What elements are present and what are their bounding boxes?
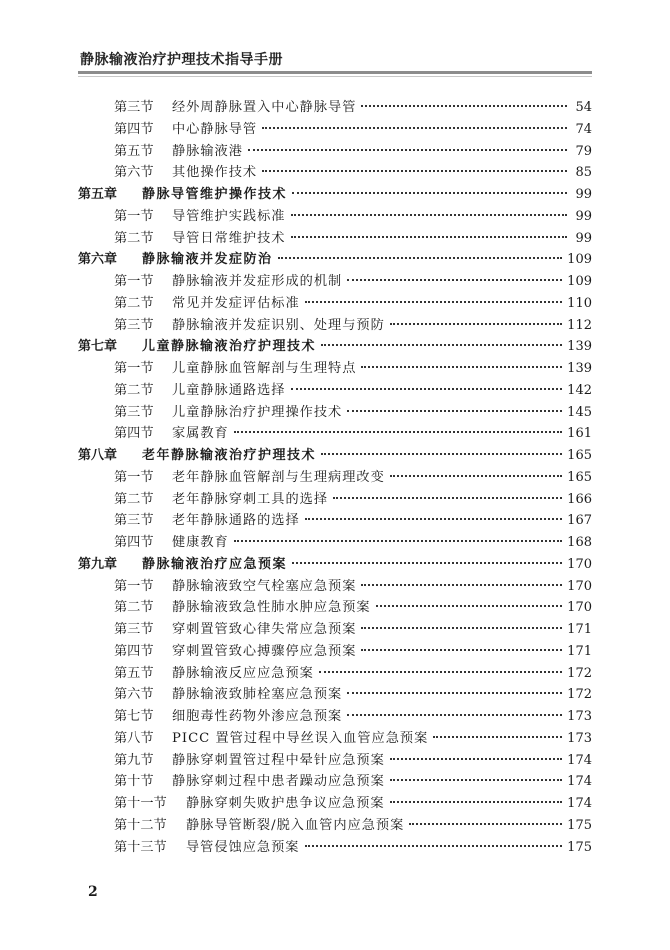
toc-chapter-entry[interactable]	[78, 336, 592, 358]
toc-section-entry[interactable]	[78, 641, 592, 663]
entry-title: 导管侵蚀应急预案	[186, 839, 300, 855]
entry-number: 第二节	[114, 491, 154, 507]
entry-number: 第三节	[114, 317, 154, 333]
header-rule	[78, 71, 592, 74]
entry-number: 第二节	[114, 382, 154, 398]
entry-title: 老年静脉通路的选择	[172, 513, 300, 529]
entry-number: 第四节	[114, 121, 154, 137]
entry-number: 第四节	[114, 643, 154, 659]
entry-title: 儿童静脉通路选择	[172, 382, 286, 398]
entry-number: 第十一节	[114, 796, 167, 811]
dot-leader	[390, 758, 562, 760]
entry-number: 第一节	[114, 274, 154, 289]
entry-title: 导管维护实践标准	[172, 208, 286, 224]
dot-leader	[361, 584, 562, 586]
dot-leader	[234, 540, 562, 542]
entry-number: 第七章	[78, 339, 118, 355]
entry-number: 第七节	[114, 709, 154, 724]
entry-page-number: 170	[567, 600, 592, 616]
entry-number: 第九章	[78, 556, 118, 572]
entry-page-number: 171	[567, 622, 592, 637]
entry-page-number: 110	[567, 295, 592, 311]
toc-section-entry[interactable]	[78, 228, 592, 250]
toc-section-entry[interactable]	[78, 510, 592, 532]
dot-leader	[409, 823, 562, 825]
entry-title: 静脉穿刺置管过程中晕针应急预案	[172, 752, 385, 768]
entry-page-number: 109	[567, 252, 592, 268]
dot-leader	[390, 475, 562, 477]
toc-section-entry[interactable]	[78, 467, 592, 489]
entry-number: 第二节	[114, 230, 154, 246]
entry-number: 第二节	[114, 295, 154, 311]
dot-leader	[291, 214, 568, 216]
entry-title: 静脉输液致肺栓塞应急预案	[172, 687, 343, 703]
entry-title: 健康教育	[172, 535, 229, 550]
entry-page-number: 139	[567, 339, 592, 355]
entry-page-number: 79	[575, 143, 592, 159]
entry-title: 细胞毒性药物外渗应急预案	[172, 709, 343, 724]
dot-leader	[390, 801, 563, 803]
dot-leader	[319, 671, 562, 673]
entry-page-number: 173	[567, 709, 592, 724]
running-header: 静脉输液治疗护理技术指导手册	[80, 52, 283, 68]
toc-section-entry[interactable]	[78, 206, 592, 228]
toc-section-entry[interactable]	[78, 423, 592, 445]
entry-title: 静脉输液并发症形成的机制	[172, 274, 343, 289]
entry-page-number: 112	[567, 317, 592, 333]
dot-leader	[278, 257, 563, 259]
entry-page-number: 174	[567, 774, 592, 790]
entry-title: 静脉输液治疗应急预案	[142, 556, 288, 572]
entry-page-number: 174	[567, 796, 592, 811]
dot-leader	[361, 366, 562, 368]
toc-section-entry[interactable]	[78, 771, 592, 793]
entry-page-number: 54	[575, 100, 592, 115]
toc-section-entry[interactable]	[78, 271, 592, 293]
entry-title: 老年静脉穿刺工具的选择	[172, 491, 329, 507]
entry-page-number: 109	[567, 274, 592, 289]
entry-page-number: 166	[567, 491, 592, 507]
entry-title: 静脉输液致急性肺水肿应急预案	[172, 600, 371, 616]
entry-number: 第一节	[114, 578, 154, 594]
toc-section-entry[interactable]	[78, 162, 592, 184]
dot-leader	[376, 605, 563, 607]
entry-title: 静脉穿刺过程中患者躁动应急预案	[172, 774, 385, 790]
entry-number: 第一节	[114, 361, 154, 376]
dot-leader	[305, 301, 562, 303]
entry-title: 经外周静脉置入中心静脉导管	[172, 100, 357, 115]
entry-title: 儿童静脉输液治疗护理技术	[142, 339, 317, 355]
entry-page-number: 170	[567, 578, 592, 594]
entry-number: 第六章	[78, 252, 118, 268]
table-of-contents	[78, 97, 592, 858]
toc-section-entry[interactable]	[78, 380, 592, 402]
entry-number: 第八节	[114, 730, 154, 746]
toc-section-entry[interactable]	[78, 119, 592, 141]
entry-page-number: 145	[567, 404, 592, 420]
header-rule-thin	[78, 76, 592, 77]
entry-title: 家属教育	[172, 426, 229, 442]
entry-title: 儿童静脉治疗护理操作技术	[172, 404, 343, 420]
entry-title: 儿童静脉血管解剖与生理特点	[172, 361, 357, 376]
toc-section-entry[interactable]	[78, 750, 592, 772]
entry-number: 第一节	[114, 208, 154, 224]
dot-leader	[361, 105, 567, 107]
toc-section-entry[interactable]	[78, 706, 592, 728]
toc-section-entry[interactable]	[78, 489, 592, 511]
entry-number: 第五节	[114, 665, 154, 681]
entry-page-number: 139	[567, 361, 592, 376]
entry-page-number: 74	[575, 121, 592, 137]
dot-leader	[305, 845, 563, 847]
entry-title: 导管日常维护技术	[172, 230, 286, 246]
dot-leader	[262, 170, 567, 172]
entry-page-number: 172	[567, 665, 592, 681]
entry-number: 第九节	[114, 752, 154, 768]
toc-section-entry[interactable]	[78, 402, 592, 424]
entry-page-number: 165	[567, 469, 592, 485]
entry-title: 老年静脉血管解剖与生理病理改变	[172, 469, 385, 485]
dot-leader	[321, 344, 562, 346]
toc-section-entry[interactable]	[78, 597, 592, 619]
entry-number: 第十节	[114, 774, 154, 790]
entry-title: 静脉输液反应应急预案	[172, 665, 314, 681]
toc-chapter-entry[interactable]	[78, 184, 592, 206]
entry-page-number: 172	[567, 687, 592, 703]
entry-page-number: 85	[575, 165, 592, 181]
toc-section-entry[interactable]	[78, 793, 592, 815]
entry-number: 第一节	[114, 469, 154, 485]
dot-leader	[347, 410, 562, 412]
dot-leader	[292, 192, 567, 194]
entry-number: 第三节	[114, 513, 154, 529]
entry-title: 静脉输液并发症识别、处理与预防	[172, 317, 385, 333]
entry-page-number: 99	[575, 230, 592, 246]
entry-page-number: 175	[567, 839, 592, 855]
dot-leader	[262, 127, 567, 129]
entry-page-number: 142	[567, 382, 592, 398]
toc-section-entry[interactable]	[78, 619, 592, 641]
dot-leader	[347, 692, 562, 694]
entry-page-number: 175	[567, 817, 592, 833]
entry-title: 老年静脉输液治疗护理技术	[142, 448, 317, 463]
dot-leader	[291, 236, 568, 238]
dot-leader	[347, 714, 562, 716]
entry-title: 其他操作技术	[172, 165, 258, 181]
dot-leader	[305, 518, 562, 520]
entry-title: 静脉输液致空气栓塞应急预案	[172, 578, 357, 594]
toc-section-entry[interactable]	[78, 684, 592, 706]
dot-leader	[333, 497, 562, 499]
dot-leader	[361, 627, 562, 629]
entry-page-number: 174	[567, 752, 592, 768]
entry-number: 第六节	[114, 687, 154, 703]
entry-number: 第三节	[114, 404, 154, 420]
entry-title: 静脉导管断裂/脱入血管内应急预案	[186, 817, 405, 833]
toc-chapter-entry[interactable]	[78, 249, 592, 271]
entry-title: 中心静脉导管	[172, 121, 258, 137]
entry-number: 第四节	[114, 426, 154, 442]
toc-section-entry[interactable]	[78, 315, 592, 337]
entry-title: 穿刺置管致心搏骤停应急预案	[172, 643, 357, 659]
toc-chapter-entry[interactable]	[78, 554, 592, 576]
toc-section-entry[interactable]	[78, 293, 592, 315]
entry-number: 第四节	[114, 535, 154, 550]
entry-page-number: 171	[567, 643, 592, 659]
dot-leader	[433, 736, 562, 738]
toc-section-entry[interactable]	[78, 97, 592, 119]
toc-section-entry[interactable]	[78, 837, 592, 859]
entry-page-number: 161	[567, 426, 592, 442]
entry-number: 第八章	[78, 448, 118, 463]
dot-leader	[248, 149, 567, 151]
entry-page-number: 168	[567, 535, 592, 550]
entry-title: 静脉穿刺失败护患争议应急预案	[186, 796, 385, 811]
entry-number: 第三节	[114, 100, 154, 115]
entry-title: 常见并发症评估标准	[172, 295, 300, 311]
entry-title: 静脉导管维护操作技术	[142, 187, 288, 202]
entry-number: 第五章	[78, 187, 118, 202]
entry-title: 静脉输液并发症防治	[142, 252, 273, 268]
entry-number: 第十三节	[114, 839, 167, 855]
toc-section-entry[interactable]	[78, 141, 592, 163]
entry-number: 第五节	[114, 143, 154, 159]
toc-section-entry[interactable]	[78, 663, 592, 685]
toc-section-entry[interactable]	[78, 576, 592, 598]
toc-section-entry[interactable]	[78, 728, 592, 750]
entry-title: PICC 置管过程中导丝误入血管应急预案	[172, 730, 429, 746]
entry-page-number: 99	[575, 208, 592, 224]
toc-section-entry[interactable]	[78, 532, 592, 554]
entry-page-number: 165	[567, 448, 592, 463]
entry-page-number: 167	[567, 513, 592, 529]
dot-leader	[234, 431, 562, 433]
entry-number: 第十二节	[114, 817, 167, 833]
entry-title: 穿刺置管致心律失常应急预案	[172, 622, 357, 637]
entry-number: 第六节	[114, 165, 154, 181]
entry-page-number: 170	[567, 556, 592, 572]
dot-leader	[390, 323, 562, 325]
toc-section-entry[interactable]	[78, 358, 592, 380]
dot-leader	[347, 279, 562, 281]
entry-number: 第二节	[114, 600, 154, 616]
dot-leader	[292, 562, 562, 564]
entry-page-number: 173	[567, 730, 592, 746]
entry-number: 第三节	[114, 622, 154, 637]
toc-section-entry[interactable]	[78, 815, 592, 837]
entry-page-number: 99	[575, 187, 592, 202]
dot-leader	[361, 649, 562, 651]
dot-leader	[321, 453, 562, 455]
dot-leader	[291, 388, 563, 390]
entry-title: 静脉输液港	[172, 143, 243, 159]
page-number: 2	[88, 884, 98, 900]
dot-leader	[390, 779, 562, 781]
toc-chapter-entry[interactable]	[78, 445, 592, 467]
